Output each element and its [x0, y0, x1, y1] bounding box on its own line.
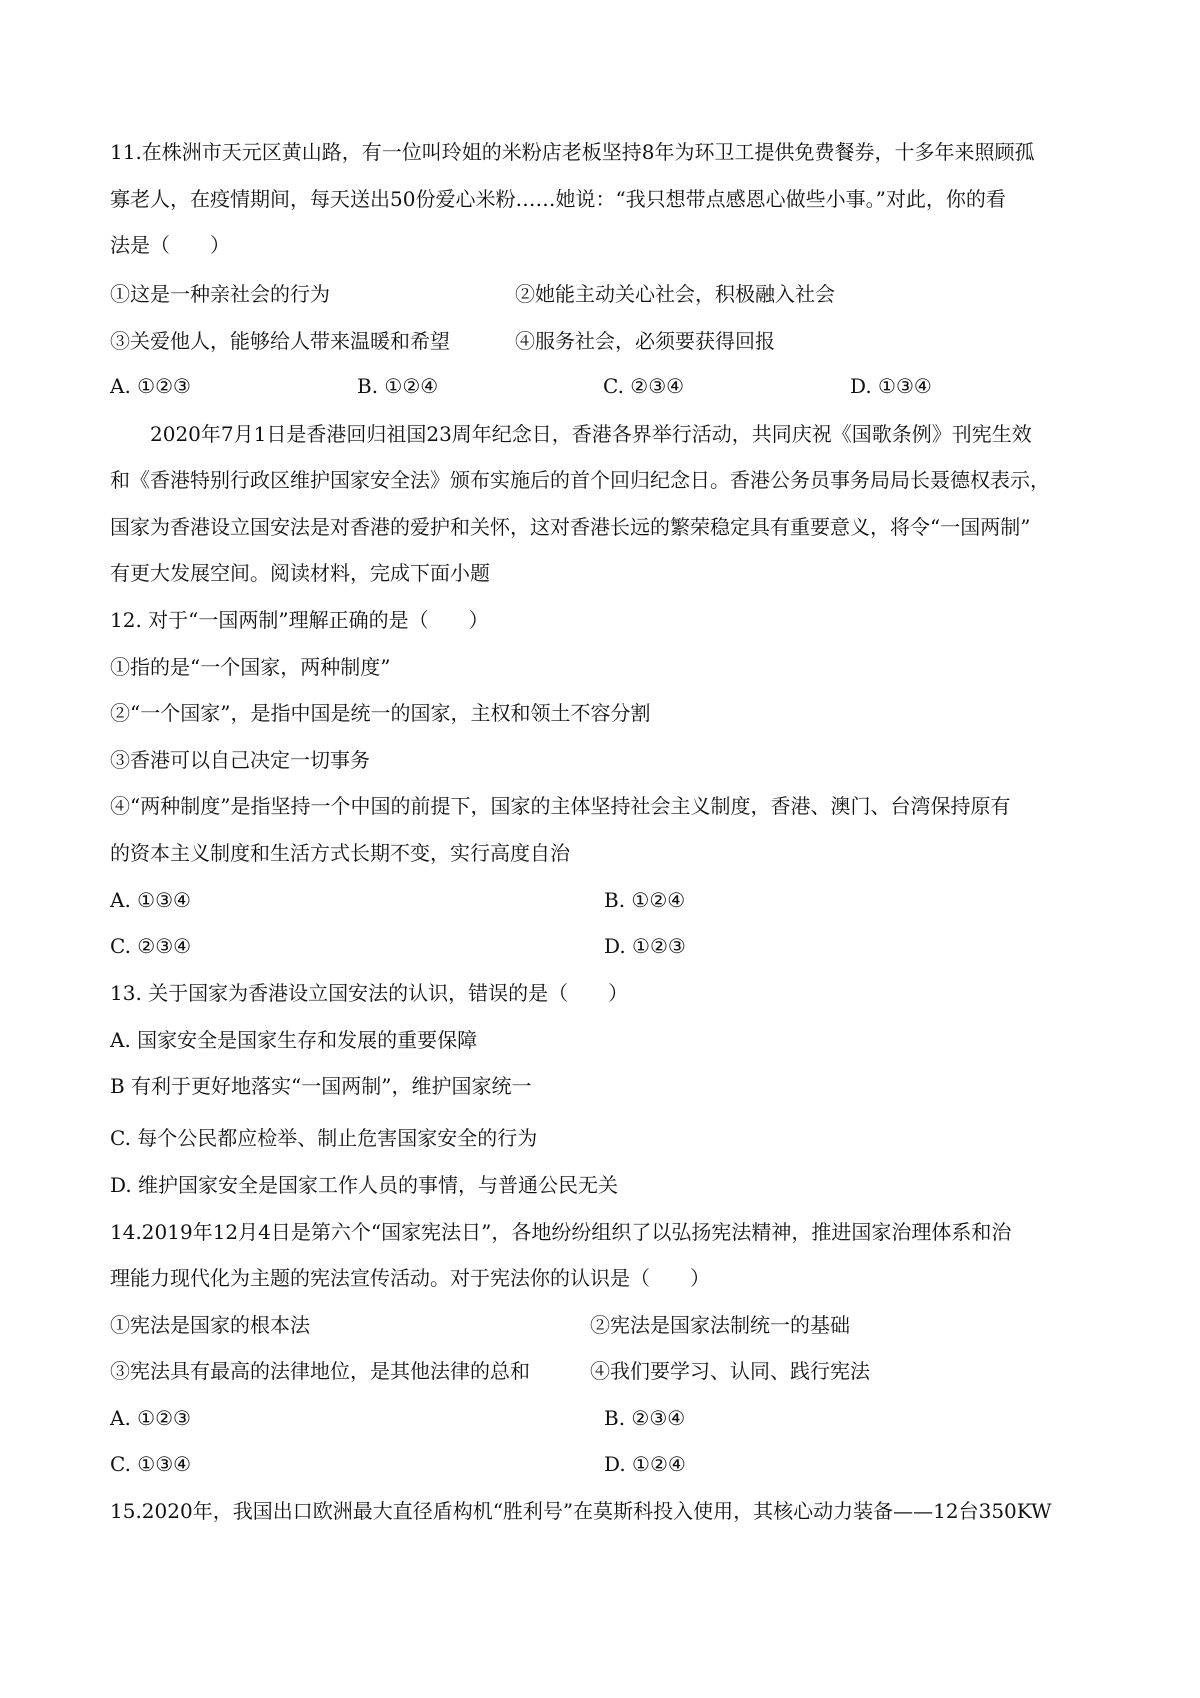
q14-statement-4: ④我们要学习、认同、践行宪法 [590, 1359, 870, 1383]
q14-statement-1: ①宪法是国家的根本法 [110, 1313, 310, 1337]
q11-option-b: B. ①②④ [357, 374, 439, 398]
q14-statement-2: ②宪法是国家法制统一的基础 [590, 1313, 850, 1337]
q14-stem-line-2: 理能力现代化为主题的宪法宣传活动。对于宪法你的认识是（ ） [110, 1266, 710, 1290]
material-line-1: 2020年7月1日是香港回归祖国23周年纪念日，香港各界举行活动，共同庆祝《国歌条例》刊宪生效 [150, 422, 1032, 446]
q13-option-a: A. 国家安全是国家生存和发展的重要保障 [110, 1028, 478, 1052]
q14-stem-line-1: 14.2019年12月4日是第六个“国家宪法日”，各地纷纷组织了以弘扬宪法精神，推进国家治理体系和治 [110, 1220, 1012, 1244]
q12-option-a: A. ①③④ [110, 888, 191, 912]
q11-stem-line-2: 寡老人，在疫情期间，每天送出50份爱心米粉……她说：“我只想带点感恩心做些小事。”对此，你的看 [110, 187, 1006, 211]
q13-stem: 13. 关于国家为香港设立国安法的认识，错误的是（ ） [110, 981, 629, 1005]
q13-option-b: B 有利于更好地落实“一国两制”，维护国家统一 [110, 1074, 532, 1098]
q11-stem-line-3: 法是（ ） [110, 233, 230, 257]
q11-statement-2: ②她能主动关心社会，积极融入社会 [515, 282, 835, 306]
q11-statement-4: ④服务社会，必须要获得回报 [515, 329, 775, 353]
q11-stem-line-1: 11.在株洲市天元区黄山路，有一位叫玲姐的米粉店老板坚持8年为环卫工提供免费餐券，十多年来照顾孤 [110, 140, 1035, 164]
q12-statement-2: ②“一个国家”，是指中国是统一的国家，主权和领土不容分割 [110, 701, 651, 725]
q14-option-b: B. ②③④ [604, 1406, 686, 1430]
q11-option-d: D. ①③④ [850, 374, 932, 398]
material-line-4: 有更大发展空间。阅读材料，完成下面小题 [110, 561, 490, 585]
q14-option-a: A. ①②③ [110, 1406, 191, 1430]
q14-statement-3: ③宪法具有最高的法律地位，是其他法律的总和 [110, 1359, 530, 1383]
q11-option-c: C. ②③④ [603, 374, 685, 398]
q14-option-c: C. ①③④ [110, 1452, 192, 1476]
q11-statement-3: ③关爱他人，能够给人带来温暖和希望 [110, 329, 450, 353]
q13-option-d: D. 维护国家安全是国家工作人员的事情，与普通公民无关 [110, 1173, 619, 1197]
q12-statement-4-cont: 的资本主义制度和生活方式长期不变，实行高度自治 [110, 841, 570, 865]
q12-option-b: B. ①②④ [604, 888, 686, 912]
q12-statement-1: ①指的是“一个国家，两种制度” [110, 655, 391, 679]
q13-option-c: C. 每个公民都应检举、制止危害国家安全的行为 [110, 1126, 538, 1150]
q12-statement-3: ③香港可以自己决定一切事务 [110, 748, 370, 772]
q14-option-d: D. ①②④ [604, 1452, 686, 1476]
q12-option-c: C. ②③④ [110, 934, 192, 958]
q11-option-a: A. ①②③ [110, 374, 191, 398]
q12-option-d: D. ①②③ [604, 934, 686, 958]
material-line-2: 和《香港特别行政区维护国家安全法》颁布实施后的首个回归纪念日。香港公务员事务局局长聂德权表示， [110, 468, 1050, 492]
q11-statement-1: ①这是一种亲社会的行为 [110, 282, 330, 306]
material-line-3: 国家为香港设立国安法是对香港的爱护和关怀，这对香港长远的繁荣稳定具有重要意义，将令“一国两制” [110, 515, 1031, 539]
q12-statement-4: ④“两种制度”是指坚持一个中国的前提下，国家的主体坚持社会主义制度，香港、澳门、台湾保持原有 [110, 794, 1011, 818]
q12-stem: 12. 对于“一国两制”理解正确的是（ ） [110, 608, 489, 632]
q15-stem: 15.2020年，我国出口欧洲最大直径盾构机“胜利号”在莫斯科投入使用，其核心动力装备——12台350KW [110, 1499, 1052, 1523]
